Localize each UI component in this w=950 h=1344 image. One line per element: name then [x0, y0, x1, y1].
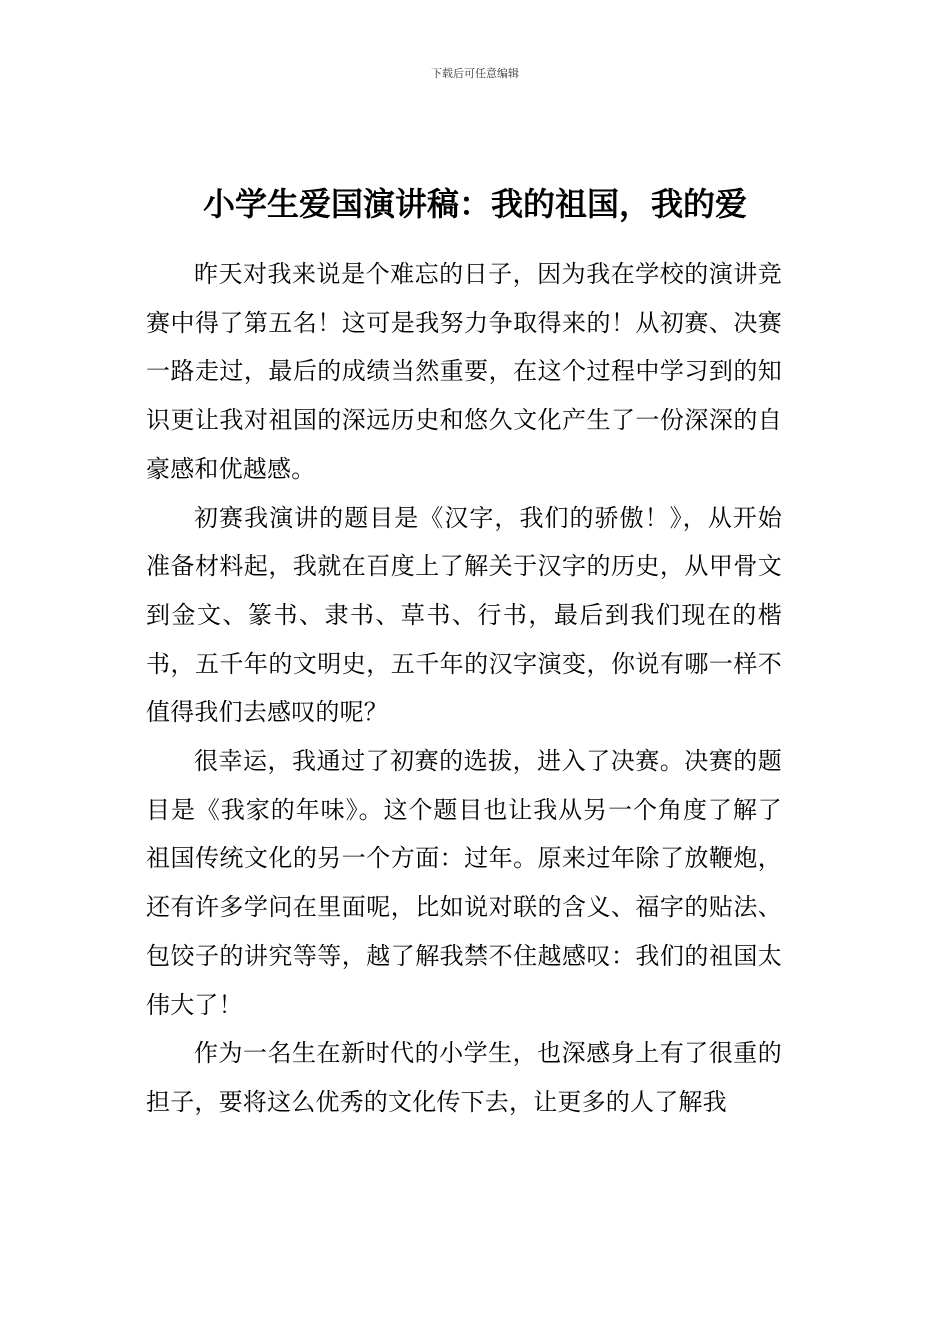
paragraph-2: 初赛我演讲的题目是《汉字，我们的骄傲！》，从开始准备材料起，我就在百度上了解关于汉字的历史，从甲骨文到金文、篆书、隶书、草书、行书，最后到我们现在的楷书，五千年的文明史，五千年的汉字演变，你说有哪一样不值得我们去感叹的呢？ — [146, 503, 782, 727]
page-header-note: 下载后可任意编辑 — [431, 67, 519, 80]
document-title: 小学生爱国演讲稿：我的祖国，我的爱 — [202, 185, 747, 223]
paragraph-4: 作为一名生在新时代的小学生，也深感身上有了很重的担子，要将这么优秀的文化传下去，让更多的人了解我 — [146, 1039, 782, 1116]
paragraph-3: 很幸运，我通过了初赛的选拔，进入了决赛。决赛的题目是《我家的年味》。这个题目也让我从另一个角度了解了祖国传统文化的另一个方面：过年。原来过年除了放鞭炮，还有许多学问在里面呢，比如说对联的含义、福字的贴法、包饺子的讲究等等，越了解我禁不住越感叹：我们的祖国太伟大了！ — [146, 747, 782, 1019]
document-body — [146, 250, 782, 1127]
paragraph-1: 昨天对我来说是个难忘的日子，因为我在学校的演讲竞赛中得了第五名！这可是我努力争取得来的！从初赛、决赛一路走过，最后的成绩当然重要，在这个过程中学习到的知识更让我对祖国的深远历史和悠久文化产生了一份深深的自豪感和优越感。 — [146, 260, 782, 483]
